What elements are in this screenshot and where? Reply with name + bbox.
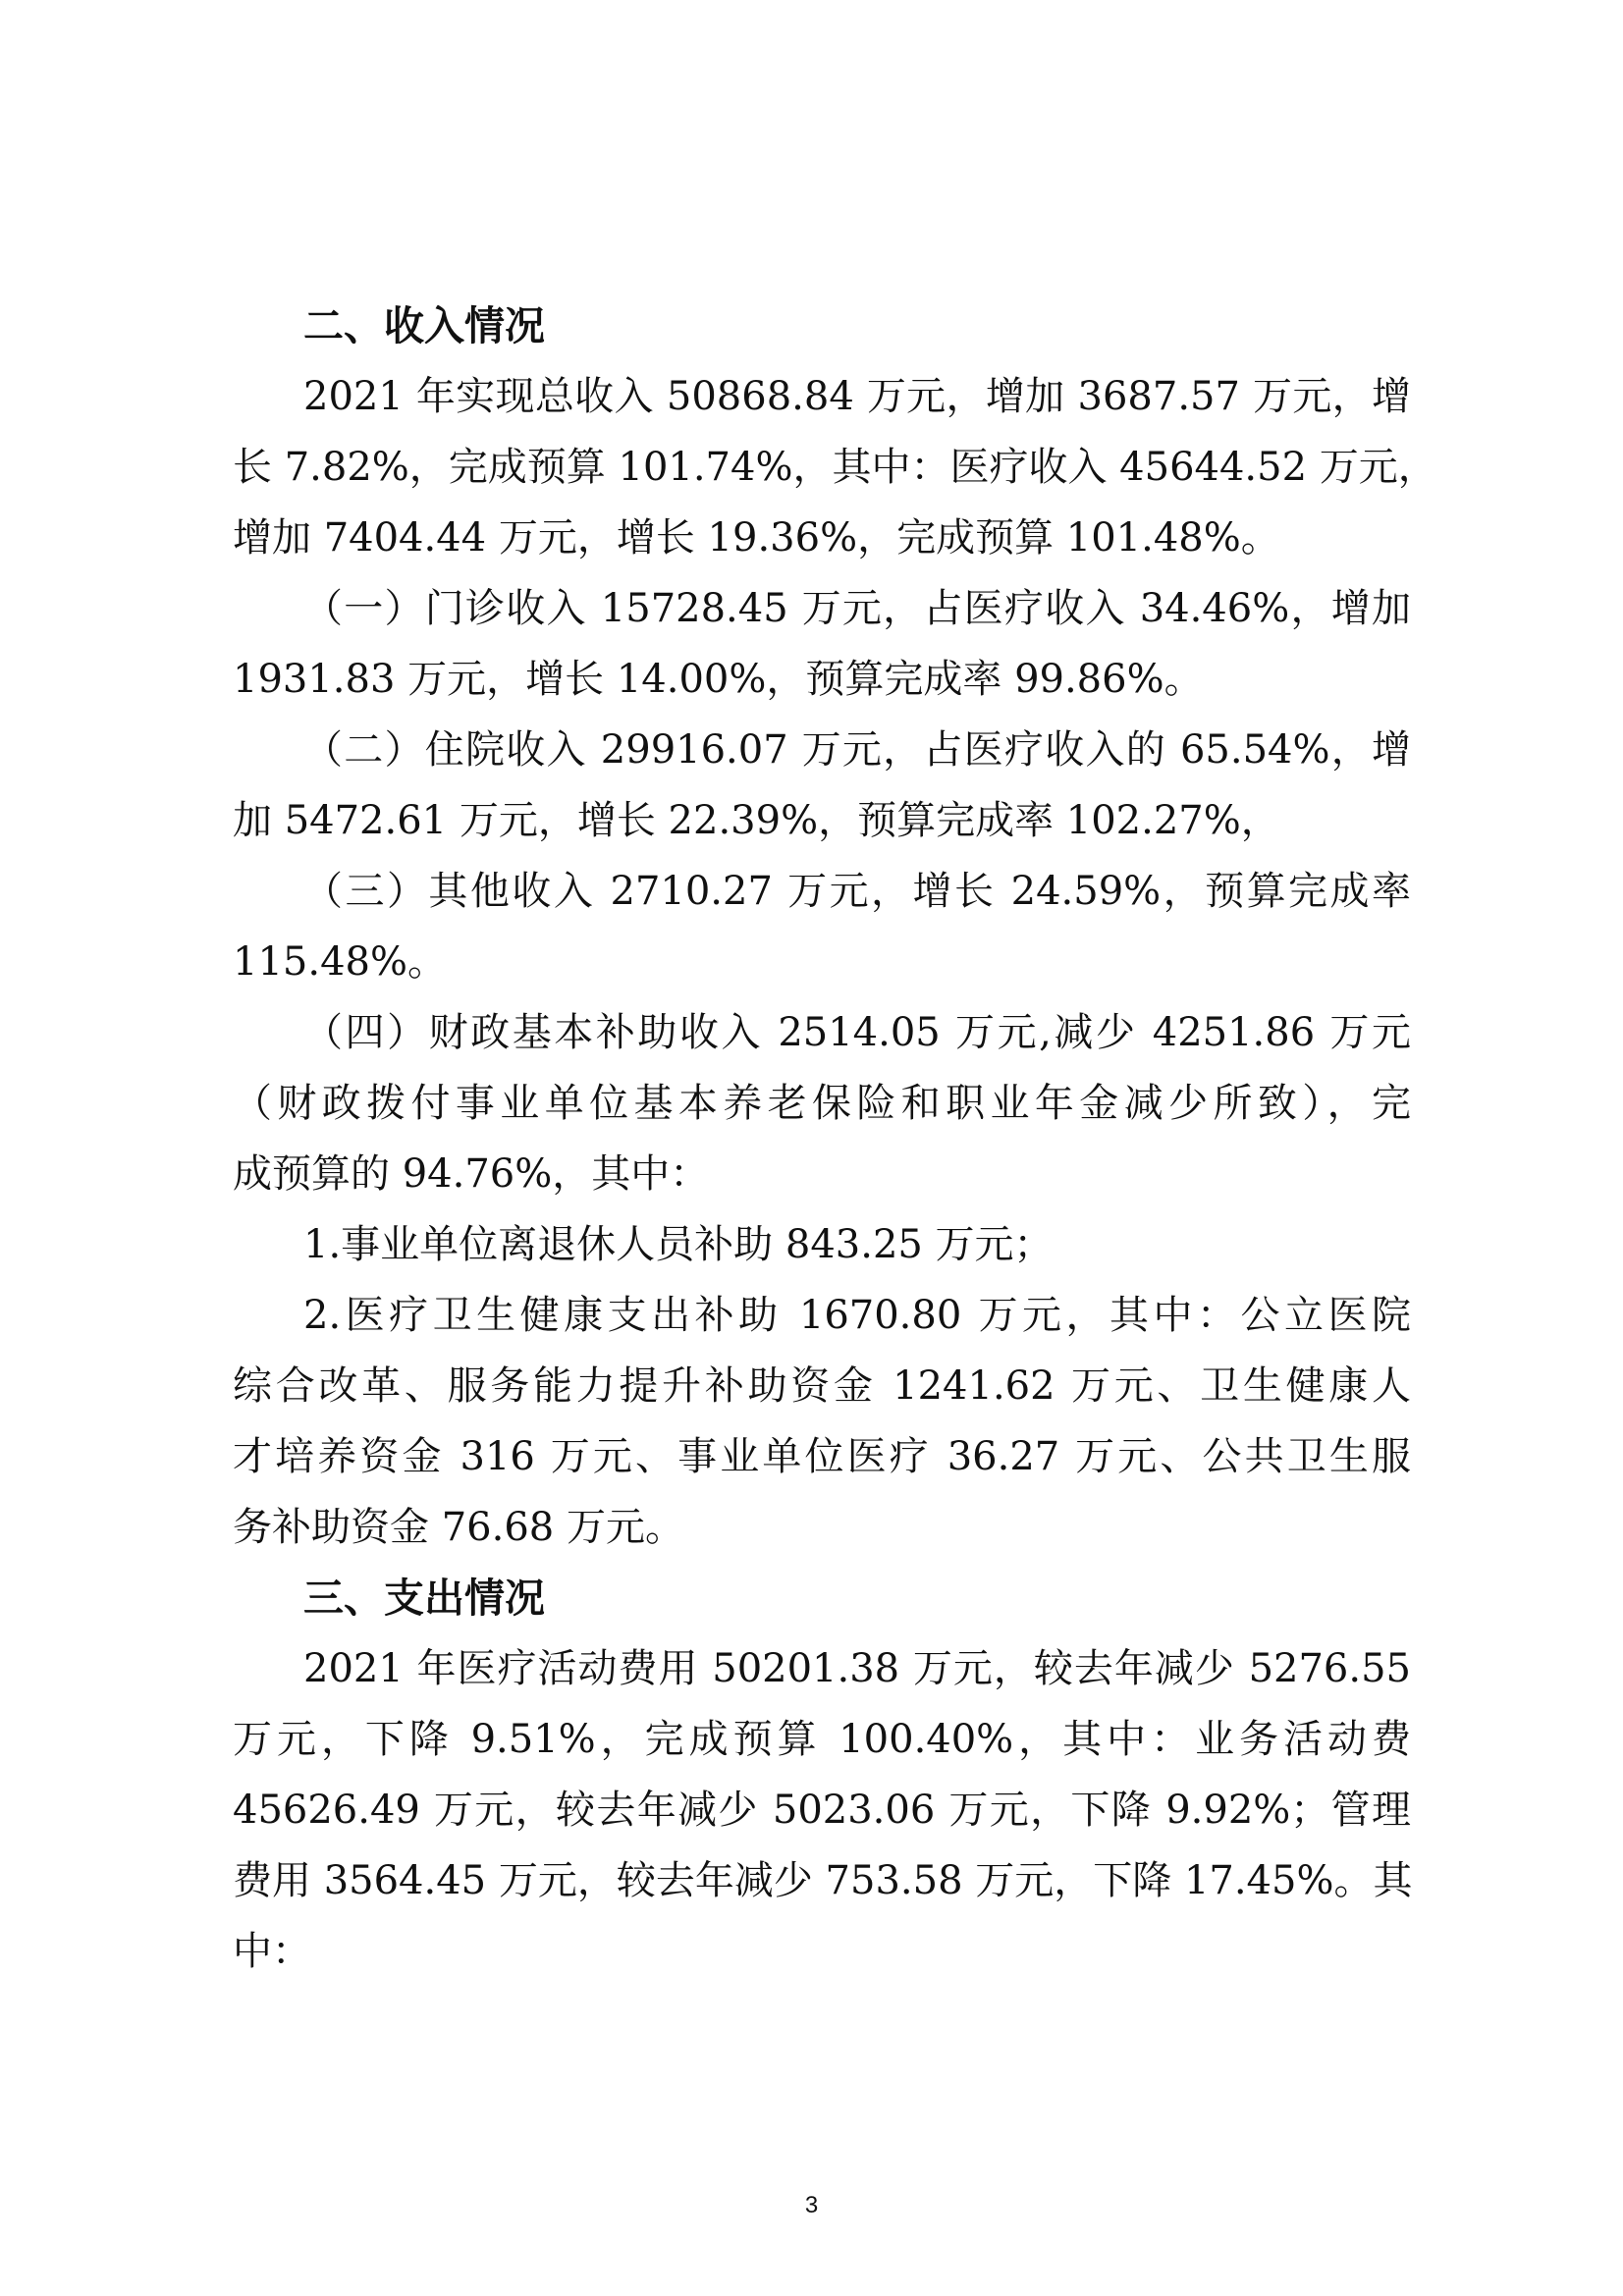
paragraph-line: 45626.49 万元，较去年减少 5023.06 万元，下降 9.92%；管理 (233, 1788, 1411, 1833)
health-expenditure-subsidy-item (233, 1280, 1411, 1563)
page-number: 3 (804, 2192, 819, 2218)
paragraph-line: 增加 7404.44 万元，增长 19.36%，完成预算 101.48%。 (233, 515, 1280, 561)
outpatient-income-paragraph (233, 573, 1411, 715)
paragraph-line: 综合改革、服务能力提升补助资金 1241.62 万元、卫生健康人 (233, 1363, 1411, 1409)
paragraph-line: 加 5472.61 万元，增长 22.39%，预算完成率 102.27%， (233, 798, 1280, 843)
paragraph-line: 长 7.82%，完成预算 101.74%，其中：医疗收入 45644.52 万元， (233, 445, 1437, 490)
paragraph-line: 2021 年实现总收入 50868.84 万元，增加 3687.57 万元，增 (303, 374, 1411, 419)
paragraph-line: （一）门诊收入 15728.45 万元，占医疗收入 34.46%，增加 (303, 586, 1411, 631)
section-heading-income: 二、收入情况 (303, 302, 545, 349)
retiree-subsidy-item (233, 1209, 1411, 1280)
paragraph-line: 2021 年医疗活动费用 50201.38 万元，较去年减少 5276.55 (303, 1646, 1411, 1691)
fiscal-subsidy-paragraph (233, 997, 1411, 1209)
paragraph-line: 成预算的 94.76%，其中： (233, 1151, 710, 1197)
paragraph-line: 才培养资金 316 万元、事业单位医疗 36.27 万元、公共卫生服 (233, 1434, 1411, 1479)
paragraph-line: 115.48%。 (233, 939, 447, 985)
paragraph-line: （财政拨付事业单位基本养老保险和职业年金减少所致），完 (233, 1081, 1411, 1126)
paragraph-line: 2.医疗卫生健康支出补助 1670.80 万元，其中：公立医院 (303, 1293, 1411, 1338)
paragraph-line: 1.事业单位离退休人员补助 843.25 万元； (303, 1222, 1054, 1267)
paragraph-line: 1931.83 万元，增长 14.00%，预算完成率 99.86%。 (233, 657, 1204, 702)
paragraph-line: 万元，下降 9.51%，完成预算 100.40%，其中：业务活动费 (233, 1717, 1411, 1762)
document-body (233, 291, 1437, 1987)
paragraph-line: （四）财政基本补助收入 2514.05 万元,减少 4251.86 万元 (303, 1010, 1411, 1055)
section-heading-expense: 三、支出情况 (303, 1575, 545, 1622)
income-summary-paragraph (233, 361, 1437, 573)
inpatient-income-paragraph (233, 715, 1411, 856)
paragraph-line: （二）住院收入 29916.07 万元，占医疗收入的 65.54%，增 (303, 727, 1411, 773)
other-income-paragraph (233, 856, 1411, 997)
paragraph-line: 务补助资金 76.68 万元。 (233, 1505, 684, 1550)
paragraph-line: （三）其他收入 2710.27 万元，增长 24.59%，预算完成率 (303, 869, 1411, 914)
paragraph-line: 费用 3564.45 万元，较去年减少 753.58 万元，下降 17.45%。其 (233, 1858, 1413, 1903)
paragraph-line: 中： (233, 1929, 311, 1974)
expense-paragraph (233, 1633, 1411, 1987)
